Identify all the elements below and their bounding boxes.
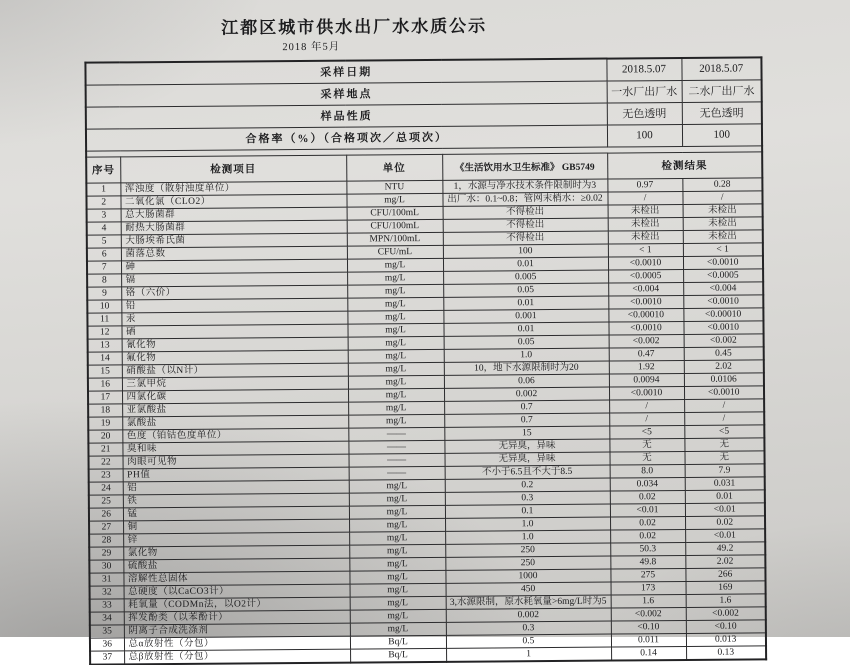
row-item-cell: 总大肠菌群	[121, 207, 347, 222]
row-unit-cell: CFU/mL	[347, 245, 443, 259]
row-result-plant2-cell: 2.02	[684, 359, 764, 373]
row-unit-cell: mg/L	[349, 518, 445, 532]
row-result-plant2-cell: /	[682, 190, 762, 204]
row-number-cell: 30	[89, 559, 123, 572]
row-number-cell: 21	[88, 442, 122, 455]
row-standard-cell: 100	[443, 244, 608, 258]
row-unit-cell: Bq/L	[350, 635, 446, 649]
row-number-cell: 36	[90, 637, 124, 650]
row-result-plant2-cell: 0.13	[686, 645, 766, 659]
row-unit-cell: CFU/100mL	[347, 219, 443, 233]
row-result-plant2-cell: 169	[686, 580, 766, 594]
row-number-cell: 15	[88, 364, 122, 377]
row-unit-cell: mg/L	[349, 544, 445, 558]
row-result-plant2-cell: <0.10	[686, 619, 766, 633]
row-number-cell: 16	[88, 377, 122, 390]
row-result-plant1-cell: 49.8	[610, 555, 685, 569]
row-result-plant2-cell: <0.0010	[683, 320, 763, 334]
row-standard-cell: 0.01	[443, 322, 608, 336]
row-unit-cell: mg/L	[347, 297, 443, 311]
row-item-cell: 耐热大肠菌群	[121, 220, 347, 235]
row-number-cell: 11	[87, 312, 121, 325]
row-result-plant2-cell: <0.01	[685, 528, 765, 542]
row-number-cell: 5	[87, 234, 121, 247]
row-number-cell: 34	[90, 611, 124, 624]
row-item-cell: 硫酸盐	[123, 558, 349, 573]
row-result-plant1-cell: 1.92	[609, 360, 684, 374]
row-result-plant2-cell: 266	[685, 567, 765, 581]
row-unit-cell: mg/L	[349, 570, 445, 584]
row-item-cell: 氰化物	[122, 337, 348, 352]
row-result-plant1-cell: 173	[611, 581, 686, 595]
row-unit-cell: ——	[348, 453, 444, 467]
row-standard-cell: 无异臭，异味	[444, 439, 609, 453]
row-item-cell: 铝	[123, 480, 349, 495]
row-result-plant1-cell: 0.011	[611, 633, 686, 647]
row-number-cell: 2	[86, 195, 120, 208]
table-body	[85, 57, 766, 664]
row-result-plant2-cell: <5	[684, 424, 764, 438]
row-standard-cell: 1	[446, 647, 611, 662]
row-result-plant2-cell: <0.002	[684, 333, 764, 347]
info-row-value-plant2: 100	[682, 123, 762, 146]
row-number-cell: 9	[87, 286, 121, 299]
row-result-plant1-cell: 0.02	[610, 516, 685, 530]
row-result-plant1-cell: 275	[610, 568, 685, 582]
row-standard-cell: 0.7	[444, 400, 609, 414]
row-result-plant1-cell: 未检出	[608, 204, 683, 218]
row-unit-cell: mg/L	[347, 323, 443, 337]
row-number-cell: 37	[90, 650, 124, 664]
row-result-plant1-cell: 0.47	[609, 347, 684, 361]
info-row-value-plant1: 一水厂出厂水	[607, 80, 682, 103]
row-standard-cell: 250	[445, 556, 610, 570]
row-result-plant1-cell: /	[609, 412, 684, 426]
row-result-plant1-cell: <0.002	[611, 607, 686, 621]
row-result-plant1-cell: 0.0094	[609, 373, 684, 387]
row-standard-cell: 0.01	[443, 296, 608, 310]
row-unit-cell: mg/L	[349, 557, 445, 571]
row-number-cell: 1	[86, 182, 120, 195]
row-number-cell: 10	[87, 299, 121, 312]
row-result-plant2-cell: <0.00010	[683, 307, 763, 321]
row-item-cell: 氯酸盐	[122, 415, 348, 430]
row-standard-cell: 不得检出	[443, 231, 608, 245]
row-result-plant1-cell: /	[609, 399, 684, 413]
row-result-plant1-cell: 无	[609, 451, 684, 465]
row-result-plant2-cell: 0.02	[685, 515, 765, 529]
row-number-cell: 23	[89, 468, 123, 481]
row-result-plant2-cell: <0.01	[685, 502, 765, 516]
row-unit-cell: mg/L	[349, 531, 445, 545]
row-item-cell: 氯化物	[123, 545, 349, 560]
document-sheet	[84, 5, 769, 665]
row-standard-cell: 0.2	[445, 478, 610, 492]
row-number-cell: 14	[88, 351, 122, 364]
row-number-cell: 27	[89, 520, 123, 533]
row-unit-cell: CFU/100mL	[347, 206, 443, 220]
row-item-cell: 总硬度（以CaCO3计）	[124, 584, 350, 599]
row-number-cell: 12	[87, 325, 121, 338]
row-standard-cell: 0.1	[445, 504, 610, 518]
row-standard-cell: 250	[445, 543, 610, 557]
row-standard-cell: 0.7	[444, 413, 609, 427]
row-result-plant2-cell: 0.0106	[684, 372, 764, 386]
row-number-cell: 19	[88, 416, 122, 429]
row-standard-cell: 0.3	[446, 621, 611, 635]
row-item-cell: 大肠埃希氏菌	[121, 233, 347, 248]
row-item-cell: 总β放射性（分包）	[124, 649, 350, 664]
row-result-plant1-cell: <0.0010	[608, 256, 683, 270]
row-item-cell: 阴离子合成洗涤剂	[124, 623, 350, 638]
row-item-cell: 汞	[121, 311, 347, 326]
row-unit-cell: mg/L	[349, 479, 445, 493]
row-item-cell: 臭和味	[122, 441, 348, 456]
row-unit-cell: ——	[349, 466, 445, 480]
row-result-plant1-cell: 0.034	[610, 477, 685, 491]
row-item-cell: 总α放射性（分包）	[124, 636, 350, 651]
info-row-value-plant1: 2018.5.07	[606, 58, 681, 81]
row-result-plant2-cell: 未检出	[683, 216, 763, 230]
row-standard-cell: 450	[446, 582, 611, 596]
row-result-plant2-cell: 0.031	[685, 476, 765, 490]
row-standard-cell: 15	[444, 426, 609, 440]
row-item-cell: 四氯化碳	[122, 389, 348, 404]
row-item-cell: 耗氧量（CODMn法，以O2计）	[124, 597, 350, 612]
row-standard-cell: 0.05	[443, 283, 608, 297]
info-row-value-plant2: 无色透明	[682, 101, 762, 124]
row-unit-cell: mg/L	[349, 505, 445, 519]
row-number-cell: 13	[88, 338, 122, 351]
row-number-cell: 8	[87, 273, 121, 286]
row-result-plant2-cell: /	[684, 411, 764, 425]
info-row-value-plant2: 2018.5.07	[681, 57, 761, 80]
row-item-cell: 硝酸盐（以N计）	[122, 363, 348, 378]
row-unit-cell: mg/L	[348, 349, 444, 363]
row-result-plant1-cell: <0.01	[610, 503, 685, 517]
row-standard-cell: 10，地下水源限制时为20	[444, 361, 609, 375]
row-result-plant2-cell: 未检出	[683, 203, 763, 217]
row-result-plant2-cell: <0.0005	[683, 268, 763, 282]
info-row-value-plant1: 100	[607, 124, 682, 147]
row-number-cell: 33	[90, 598, 124, 611]
info-row-value-plant1: 无色透明	[607, 102, 682, 125]
row-result-plant2-cell: <0.002	[686, 606, 766, 620]
row-result-plant1-cell: <0.0010	[608, 321, 683, 335]
column-header-item: 检测项目	[120, 155, 346, 183]
row-item-cell: 溶解性总固体	[123, 571, 349, 586]
row-result-plant2-cell: /	[684, 398, 764, 412]
row-result-plant1-cell: <5	[609, 425, 684, 439]
row-result-plant1-cell: 未检出	[608, 217, 683, 231]
row-standard-cell: 0.005	[443, 270, 608, 284]
row-result-plant2-cell: <0.0010	[684, 385, 764, 399]
row-number-cell: 32	[90, 585, 124, 598]
row-item-cell: 挥发酚类（以苯酚计）	[124, 610, 350, 625]
row-unit-cell: NTU	[346, 180, 442, 194]
row-standard-cell: 0.05	[444, 335, 609, 349]
row-unit-cell: mg/L	[347, 258, 443, 272]
row-number-cell: 25	[89, 494, 123, 507]
row-standard-cell: 0.001	[443, 309, 608, 323]
row-standard-cell: 0.3	[445, 491, 610, 505]
row-standard-cell: 1.0	[445, 530, 610, 544]
row-item-cell: 锰	[123, 506, 349, 521]
row-standard-cell: 1.0	[445, 517, 610, 531]
column-header-no: 序号	[86, 156, 120, 182]
row-standard-cell: 0.01	[443, 257, 608, 271]
row-item-cell: 铜	[123, 519, 349, 534]
row-number-cell: 31	[89, 572, 123, 585]
row-unit-cell: Bq/L	[350, 648, 446, 662]
row-result-plant1-cell: 1.6	[611, 594, 686, 608]
row-item-cell: 菌落总数	[121, 246, 347, 261]
row-result-plant2-cell: 0.45	[684, 346, 764, 360]
row-result-plant1-cell: <0.00010	[608, 308, 683, 322]
row-result-plant1-cell: 未检出	[608, 230, 683, 244]
row-result-plant2-cell: 49.2	[685, 541, 765, 555]
row-result-plant1-cell: <0.002	[609, 334, 684, 348]
row-unit-cell: mg/L	[350, 622, 446, 636]
row-standard-cell: 不得检出	[443, 218, 608, 232]
row-standard-cell: 0.5	[446, 634, 611, 648]
row-unit-cell: mg/L	[348, 414, 444, 428]
row-result-plant1-cell: 0.14	[611, 646, 686, 660]
row-result-plant1-cell: 0.97	[607, 178, 682, 192]
row-number-cell: 20	[88, 429, 122, 442]
row-item-cell: 浑浊度（散射浊度单位）	[120, 181, 346, 196]
row-unit-cell: mg/L	[347, 284, 443, 298]
row-unit-cell: mg/L	[348, 375, 444, 389]
row-result-plant2-cell: < 1	[683, 242, 763, 256]
row-result-plant2-cell: 无	[684, 450, 764, 464]
row-result-plant2-cell: <0.0010	[683, 255, 763, 269]
row-item-cell: 亚氯酸盐	[122, 402, 348, 417]
row-result-plant1-cell: 0.02	[610, 529, 685, 543]
row-result-plant2-cell: 无	[684, 437, 764, 451]
row-result-plant2-cell: 未检出	[683, 229, 763, 243]
row-result-plant2-cell: <0.004	[683, 281, 763, 295]
row-result-plant1-cell: <0.004	[608, 282, 683, 296]
row-result-plant2-cell: 0.28	[682, 177, 762, 191]
row-item-cell: 锌	[123, 532, 349, 547]
row-result-plant2-cell: <0.0010	[683, 294, 763, 308]
row-result-plant2-cell: 2.02	[685, 554, 765, 568]
row-item-cell: 铁	[123, 493, 349, 508]
row-standard-cell: 不得检出	[443, 205, 608, 219]
row-number-cell: 6	[87, 247, 121, 260]
info-row-label: 采样日期	[85, 59, 606, 85]
water-quality-table	[84, 56, 767, 665]
row-unit-cell: mg/L	[350, 609, 446, 623]
row-number-cell: 28	[89, 533, 123, 546]
page-subtitle: 2018 年5月	[282, 41, 341, 54]
row-standard-cell: 0.002	[444, 387, 609, 401]
row-number-cell: 4	[87, 221, 121, 234]
row-unit-cell: ——	[348, 440, 444, 454]
row-result-plant2-cell: 0.013	[686, 632, 766, 646]
row-item-cell: PH值	[123, 467, 349, 482]
row-unit-cell: ——	[348, 427, 444, 441]
column-header-unit: 单位	[346, 154, 442, 181]
row-result-plant2-cell: 1.6	[686, 593, 766, 607]
row-unit-cell: mg/L	[348, 401, 444, 415]
row-number-cell: 22	[89, 455, 123, 468]
row-unit-cell: mg/L	[347, 271, 443, 285]
row-unit-cell: mg/L	[346, 193, 442, 207]
row-unit-cell: mg/L	[348, 388, 444, 402]
row-result-plant2-cell: 7.9	[685, 463, 765, 477]
row-unit-cell: mg/L	[348, 362, 444, 376]
row-unit-cell: mg/L	[347, 310, 443, 324]
column-header-standard: 《生活饮用水卫生标准》 GB5749	[442, 153, 607, 180]
row-result-plant1-cell: 无	[609, 438, 684, 452]
row-item-cell: 铅	[121, 298, 347, 313]
row-result-plant1-cell: <0.10	[611, 620, 686, 634]
row-standard-cell: 1，水源与净水技术条件限制时为3	[442, 179, 607, 193]
row-standard-cell: 不小于6.5且不大于8.5	[445, 465, 610, 479]
row-item-cell: 铬（六价）	[121, 285, 347, 300]
row-result-plant1-cell: /	[607, 191, 682, 205]
row-result-plant1-cell: 8.0	[610, 464, 685, 478]
row-unit-cell: mg/L	[348, 336, 444, 350]
row-item-cell: 色度（铂钴色度单位）	[122, 428, 348, 443]
row-item-cell: 二氧化氯（CLO2）	[120, 194, 346, 209]
row-standard-cell: 0.06	[444, 374, 609, 388]
info-row-label: 样品性质	[86, 103, 607, 129]
row-result-plant2-cell: 0.01	[685, 489, 765, 503]
row-standard-cell: 0.002	[446, 608, 611, 622]
row-standard-cell: 1.0	[444, 348, 609, 362]
row-result-plant1-cell: 50.3	[610, 542, 685, 556]
info-row-value-plant2: 二水厂出厂水	[682, 79, 762, 102]
row-item-cell: 氟化物	[122, 350, 348, 365]
row-number-cell: 26	[89, 507, 123, 520]
row-number-cell: 3	[87, 208, 121, 221]
row-number-cell: 29	[89, 546, 123, 559]
row-result-plant1-cell: <0.0005	[608, 269, 683, 283]
row-number-cell: 7	[87, 260, 121, 273]
row-unit-cell: mg/L	[350, 596, 446, 610]
row-unit-cell: MPN/100mL	[347, 232, 443, 246]
row-item-cell: 硒	[121, 324, 347, 339]
row-standard-cell: 3,水源限制，原水耗氧量>6mg/L时为5	[446, 595, 611, 609]
row-item-cell: 镉	[121, 272, 347, 287]
row-unit-cell: mg/L	[350, 583, 446, 597]
row-result-plant1-cell: 0.02	[610, 490, 685, 504]
info-row-label: 采样地点	[86, 81, 607, 107]
page-title: 江都区城市供水出厂水水质公示	[221, 16, 488, 38]
column-header-result: 检测结果	[607, 151, 762, 178]
row-number-cell: 24	[89, 481, 123, 494]
row-result-plant1-cell: <0.0010	[608, 295, 683, 309]
row-item-cell: 肉眼可见物	[123, 454, 349, 469]
row-standard-cell: 无异臭，异味	[444, 452, 609, 466]
row-number-cell: 18	[88, 403, 122, 416]
row-item-cell: 三氯甲烷	[122, 376, 348, 391]
row-standard-cell: 出厂水：0.1~0.8；管网末梢水：≥0.02	[442, 192, 607, 206]
row-result-plant1-cell: < 1	[608, 243, 683, 257]
row-result-plant1-cell: <0.0010	[609, 386, 684, 400]
row-standard-cell: 1000	[445, 569, 610, 583]
row-number-cell: 17	[88, 390, 122, 403]
row-unit-cell: mg/L	[349, 492, 445, 506]
row-number-cell: 35	[90, 624, 124, 637]
info-row-label: 合格率（%）（合格项次／总项次）	[86, 125, 607, 151]
row-item-cell: 砷	[121, 259, 347, 274]
